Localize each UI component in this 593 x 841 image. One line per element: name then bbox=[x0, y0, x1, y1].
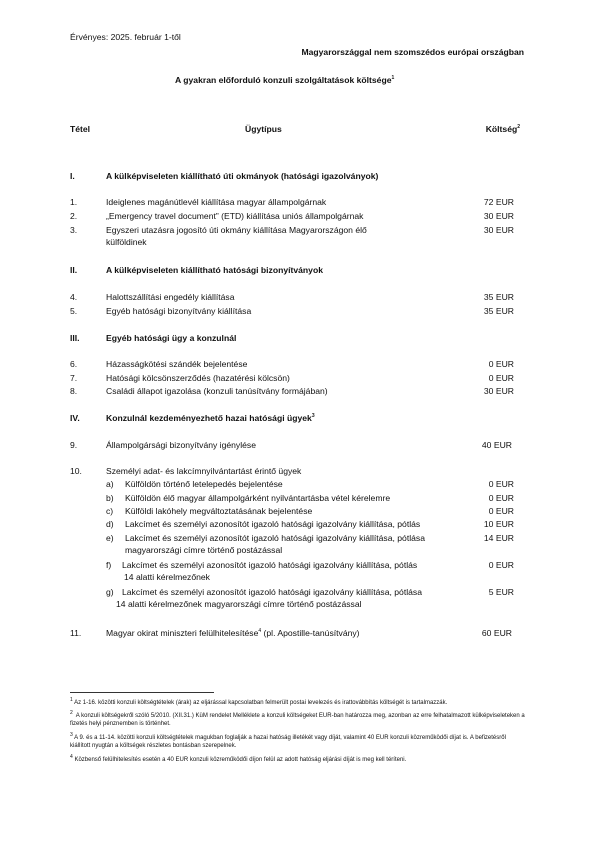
section-number: III. bbox=[70, 333, 80, 343]
column-header-cost: Költség$^2$ bbox=[485, 124, 520, 134]
subitem-cost: 0 EUR bbox=[488, 493, 514, 503]
item-cost: 30 EUR bbox=[483, 225, 514, 235]
item-number: 10. bbox=[70, 466, 82, 476]
footnote: $^2$ A konzuli költségekről szóló 5/2010. (XII.31.) KüM rendelet Melléklete a konzuli költségeket EUR-ban határozza meg, azonban az erre felhatalmazott külképviseleteken a fizetés helyi pénznemben is történhet. bbox=[70, 710, 525, 727]
item-description: Egyéb hatósági bizonyítvány kiállítása bbox=[106, 306, 252, 316]
item-description: Személyi adat- és lakcímnyilvántartást érintő ügyek bbox=[106, 466, 302, 476]
item-cost: 35 EUR bbox=[483, 292, 514, 302]
item-number: 3. bbox=[70, 225, 78, 235]
subitem-letter: a) bbox=[106, 479, 114, 489]
item-number: 2. bbox=[70, 211, 78, 221]
item-description: Házasságkötési szándék bejelentése bbox=[106, 359, 248, 369]
section-title: Egyéb hatósági ügy a konzulnál bbox=[106, 333, 237, 343]
subitem-cost: 0 EUR bbox=[488, 479, 514, 489]
item-cost: 30 EUR bbox=[483, 386, 514, 396]
section-number: IV. bbox=[70, 413, 80, 423]
subitem-description-continued: magyarországi címre történő postázással bbox=[125, 545, 283, 555]
subitem-description: Külföldön élő magyar állampolgárként nyilvántartásba vétel kérelemre bbox=[125, 493, 391, 503]
item-number: 6. bbox=[70, 359, 78, 369]
item-description: Egyszeri utazásra jogosító úti okmány kiállítása Magyarországon élő bbox=[106, 225, 367, 235]
item-number: 1. bbox=[70, 197, 78, 207]
subitem-description: Lakcímet és személyi azonosítót igazoló hatósági igazolvány kiállítása, pótlása bbox=[125, 533, 425, 543]
item-description: Ideiglenes magánútlevél kiállítása magyar állampolgárnak bbox=[106, 197, 327, 207]
item-number: 9. bbox=[70, 440, 78, 450]
subitem-description-continued: 14 alatti kérelmezőnek magyarországi címre történő postázással bbox=[116, 599, 362, 609]
subitem-description: Külföldön történő letelepedés bejelentése bbox=[125, 479, 283, 489]
page-title: A gyakran előforduló konzuli szolgáltatások költsége$^1$ bbox=[175, 75, 395, 85]
scope-heading: Magyarországgal nem szomszédos európai országban bbox=[301, 47, 524, 57]
subitem-cost: 10 EUR bbox=[483, 519, 514, 529]
subitem-description-continued: 14 alatti kérelmezőnek bbox=[124, 572, 210, 582]
section-title: A külképviseleten kiállítható úti okmányok (hatósági igazolványok) bbox=[106, 171, 379, 181]
item-cost: 40 EUR bbox=[481, 440, 512, 450]
item-description: Hatósági kölcsönszerződés (hazatérési kölcsön) bbox=[106, 373, 290, 383]
item-number: 4. bbox=[70, 292, 78, 302]
subitem-letter: b) bbox=[106, 493, 114, 503]
item-cost: 0 EUR bbox=[488, 359, 514, 369]
item-description-continued: külföldinek bbox=[106, 237, 147, 247]
item-description: Családi állapot igazolása (konzuli tanúsítvány formájában) bbox=[106, 386, 328, 396]
section-title: A külképviseleten kiállítható hatósági bizonyítványok bbox=[106, 265, 323, 275]
subitem-description: Lakcímet és személyi azonosítót igazoló hatósági igazolvány kiállítása, pótlás bbox=[125, 519, 421, 529]
column-header-type: Ügytípus bbox=[245, 124, 282, 134]
item-cost: 35 EUR bbox=[483, 306, 514, 316]
subitem-letter: g) bbox=[106, 587, 114, 597]
item-cost: 30 EUR bbox=[483, 211, 514, 221]
item-number: 11. bbox=[70, 628, 82, 638]
subitem-cost: 5 EUR bbox=[488, 587, 514, 597]
footnote: $^1$ Az 1-16. közötti konzuli költségtételek (árak) az eljárással kapcsolatban felmerült postai levelezés és irattovábbítás költségét is tartalmazzák. bbox=[70, 697, 448, 706]
footnote: $^3$ A 9. és a 11-14. közötti konzuli költségtételek magukban foglalják a hazai hatóság illetékét vagy díját, valamint 40 EUR konzuli közreműködői díjat is. A befizetésről kiállított nyugtán a költségek részletes bontásban szerepelnek. bbox=[70, 732, 506, 749]
item-number: 8. bbox=[70, 386, 78, 396]
subitem-cost: 0 EUR bbox=[488, 560, 514, 570]
item-description: „Emergency travel document” (ETD) kiállítása uniós állampolgárnak bbox=[106, 211, 364, 221]
item-description: Halottszállítási engedély kiállítása bbox=[106, 292, 235, 302]
subitem-description: Lakcímet és személyi azonosítót igazoló hatósági igazolvány kiállítása, pótlása bbox=[122, 587, 422, 597]
item-cost: 60 EUR bbox=[481, 628, 512, 638]
subitem-letter: f) bbox=[106, 560, 112, 570]
section-title: Konzulnál kezdeményezhető hazai hatósági ügyek$^3$ bbox=[106, 413, 315, 423]
subitem-letter: e) bbox=[106, 533, 114, 543]
subitem-cost: 14 EUR bbox=[483, 533, 514, 543]
item-cost: 0 EUR bbox=[488, 373, 514, 383]
subitem-letter: c) bbox=[106, 506, 114, 516]
item-number: 7. bbox=[70, 373, 78, 383]
item-number: 5. bbox=[70, 306, 78, 316]
item-cost: 72 EUR bbox=[483, 197, 514, 207]
item-description: Állampolgársági bizonyítvány igénylése bbox=[106, 440, 256, 450]
footnote: $^4$ Közbenső felülhitelesítés esetén a 40 EUR konzuli közreműködői díjon felül az adott hatóság eljárási díját is meg kell téríteni. bbox=[70, 754, 407, 763]
subitem-letter: d) bbox=[106, 519, 114, 529]
column-header-item: Tétel bbox=[70, 124, 91, 134]
subitem-description: Külföldi lakóhely megváltoztatásának bejelentése bbox=[125, 506, 313, 516]
section-number: II. bbox=[70, 265, 78, 275]
validity-date: Érvényes: 2025. február 1-től bbox=[70, 32, 181, 42]
footnote-divider bbox=[70, 692, 214, 693]
subitem-cost: 0 EUR bbox=[488, 506, 514, 516]
item-description: Magyar okirat miniszteri felülhitelesítése$^4$ (pl. Apostille-tanúsítvány) bbox=[106, 628, 360, 638]
subitem-description: Lakcímet és személyi azonosítót igazoló hatósági igazolvány kiállítása, pótlás bbox=[122, 560, 418, 570]
section-number: I. bbox=[70, 171, 75, 181]
